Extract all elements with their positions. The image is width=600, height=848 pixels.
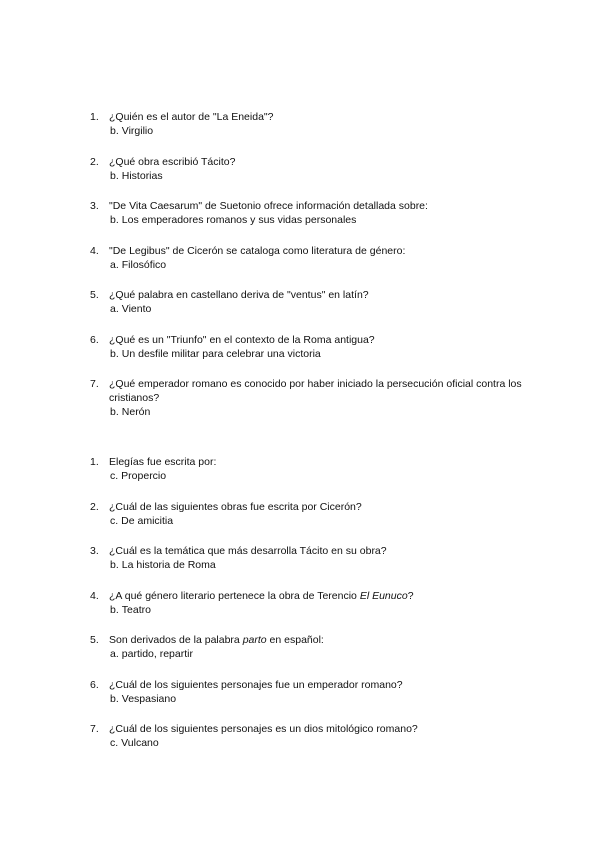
- question-number: 7.: [90, 378, 99, 390]
- quiz-section-2: [0, 455, 600, 767]
- answer-text: De amicitia: [121, 514, 174, 527]
- answer-letter: b.: [110, 406, 119, 418]
- question-text-segment: ¿Qué obra escribió Tácito?: [109, 155, 236, 168]
- answer-letter: c.: [110, 514, 119, 527]
- question-number: 4.: [90, 244, 99, 257]
- question-item: [0, 333, 600, 361]
- question-text-segment: ¿Qué es un "Triunfo" en el contexto de la Roma antigua?: [109, 333, 375, 346]
- question-item: [0, 633, 600, 661]
- answer-line: [110, 514, 600, 528]
- question-number: 1.: [90, 456, 99, 468]
- question-text-segment: en español:: [266, 634, 324, 646]
- question-text: [109, 110, 549, 124]
- question-item: [0, 678, 600, 706]
- answer-line: [110, 405, 600, 419]
- question-number: 3.: [90, 200, 99, 212]
- question-text: [109, 455, 549, 469]
- question-text-segment: ¿Cuál de los siguientes personajes fue un emperador romano?: [109, 678, 403, 691]
- question-number: 6.: [90, 678, 99, 691]
- question-text: [109, 199, 549, 213]
- answer-line: [110, 692, 600, 706]
- answer-text: Historias: [121, 169, 163, 182]
- question-text: [109, 155, 549, 169]
- answer-text: Un desfile militar para celebrar una victoria: [121, 347, 321, 360]
- question-number: 2.: [90, 155, 99, 168]
- question-item: [0, 722, 600, 750]
- question-text-segment: ¿A qué género literario pertenece la obra de Terencio: [109, 589, 360, 602]
- answer-text: Virgilio: [121, 125, 154, 137]
- question-text: [109, 244, 549, 258]
- answer-line: [110, 736, 600, 750]
- question-text-italic: parto: [242, 634, 267, 646]
- question-text: [109, 500, 549, 514]
- question-item: [0, 544, 600, 572]
- answer-text: Teatro: [121, 603, 151, 616]
- answer-letter: b.: [110, 169, 119, 182]
- question-text-segment: ¿Qué emperador romano es conocido por haber iniciado la persecución oficial contra los cristianos?: [109, 378, 522, 404]
- answer-letter: a.: [110, 303, 119, 315]
- answer-letter: b.: [110, 214, 119, 226]
- question-item: [0, 377, 600, 419]
- question-number: 7.: [90, 723, 99, 735]
- answer-letter: c.: [110, 737, 119, 749]
- answer-letter: b.: [110, 347, 119, 360]
- answer-line: [110, 302, 600, 316]
- question-number: 4.: [90, 589, 99, 602]
- question-text-segment: "De Vita Caesarum" de Suetonio ofrece información detallada sobre:: [109, 200, 428, 212]
- question-text: [109, 589, 549, 603]
- question-number: 5.: [90, 634, 99, 646]
- answer-letter: b.: [110, 603, 119, 616]
- question-text: [109, 288, 549, 302]
- answer-line: [110, 647, 600, 661]
- question-item: [0, 589, 600, 617]
- answer-text: Propercio: [121, 470, 167, 482]
- answer-line: [110, 469, 600, 483]
- question-text-segment: ¿Cuál es la temática que más desarrolla Tácito en su obra?: [109, 545, 387, 557]
- question-text: [109, 678, 549, 692]
- question-text: [109, 722, 549, 736]
- question-text-segment: ?: [407, 589, 414, 602]
- question-item: [0, 110, 600, 138]
- answer-letter: b.: [110, 559, 119, 571]
- question-item: [0, 288, 600, 316]
- answer-line: [110, 558, 600, 572]
- question-text: [109, 544, 549, 558]
- question-text: [109, 633, 549, 647]
- question-number: 2.: [90, 500, 99, 513]
- answer-text: partido, repartir: [121, 648, 193, 660]
- question-item: [0, 199, 600, 227]
- answer-letter: b.: [110, 692, 119, 705]
- answer-text: Filosófico: [121, 258, 167, 271]
- question-text-segment: "De Legibus" de Cicerón se cataloga como literatura de género:: [109, 244, 406, 257]
- answer-text: Viento: [121, 303, 152, 315]
- question-text-segment: ¿Cuál de los siguientes personajes es un dios mitológico romano?: [109, 723, 418, 735]
- question-number: 5.: [90, 289, 99, 301]
- answer-text: La historia de Roma: [121, 559, 216, 571]
- answer-text: Los emperadores romanos y sus vidas personales: [121, 214, 357, 226]
- question-item: [0, 500, 600, 528]
- answer-line: [110, 169, 600, 183]
- question-number: 3.: [90, 545, 99, 557]
- quiz-section-1: [0, 110, 600, 436]
- answer-line: [110, 258, 600, 272]
- answer-line: [110, 124, 600, 138]
- question-text-segment: ¿Cuál de las siguientes obras fue escrita por Cicerón?: [109, 500, 362, 513]
- question-text-italic: El Eunuco: [359, 589, 408, 602]
- answer-letter: a.: [110, 648, 119, 660]
- question-text-segment: Son derivados de la palabra: [109, 634, 243, 646]
- answer-text: Vespasiano: [121, 692, 177, 705]
- question-text: [109, 377, 549, 405]
- answer-line: [110, 213, 600, 227]
- question-text-segment: ¿Quién es el autor de "La Eneida"?: [109, 111, 274, 123]
- question-item: [0, 155, 600, 183]
- answer-line: [110, 603, 600, 617]
- answer-letter: c.: [110, 470, 119, 482]
- answer-line: [110, 347, 600, 361]
- question-item: [0, 455, 600, 483]
- answer-letter: a.: [110, 258, 119, 271]
- question-number: 6.: [90, 333, 99, 346]
- answer-letter: b.: [110, 125, 119, 137]
- question-number: 1.: [90, 111, 99, 123]
- question-text: [109, 333, 549, 347]
- answer-text: Vulcano: [121, 737, 159, 749]
- answer-text: Nerón: [121, 406, 151, 418]
- question-text-segment: ¿Qué palabra en castellano deriva de "ventus" en latín?: [109, 289, 369, 301]
- question-text-segment: Elegías fue escrita por:: [109, 456, 217, 468]
- question-item: [0, 244, 600, 272]
